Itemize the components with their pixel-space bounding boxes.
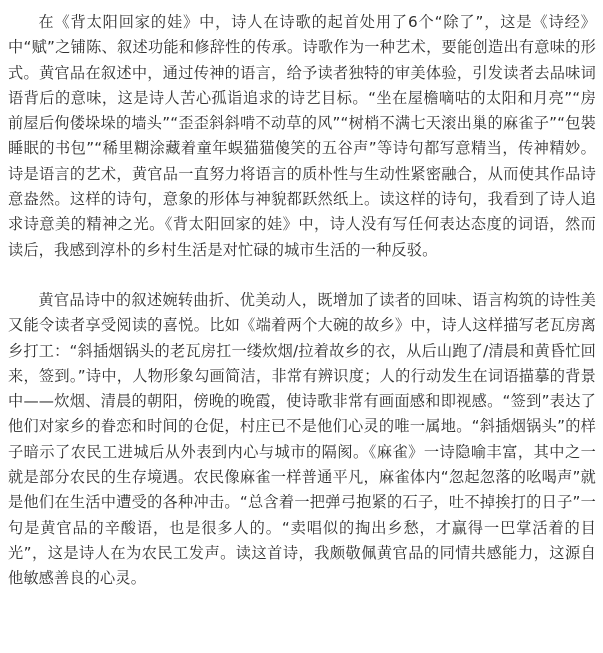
article-paragraph-2: 黄官品诗中的叙述婉转曲折、优美动人，既增加了读者的回味、语言构筑的诗性美又能令读者享受阅读的喜悦。比如《端着两个大碗的故乡》中，诗人这样描写老瓦房离乡打工：“斜插烟锅头的老瓦房扛一缕炊烟/拉着故乡的衣，从后山跑了/清晨和黄昏忙回来，签到。”诗中，人物形象勾画简洁，非常有辨识度；人的行动发生在词语描摹的背景中——炊烟、清晨的朝阳，傍晚的晚霞，使诗歌非常有画面感和即视感。“签到”表达了他们对家乡的眷恋和时间的仓促，村庄已不是他们心灵的唯一属地。“斜插烟锅头”的样子暗示了农民工进城后从外表到内心与城市的隔阂。《麻雀》一诗隐喻丰富，其中之一就是部分农民的生存境遇。农民像麻雀一样普通平凡，麻雀体内“忽起忽落的吆喝声”就是他们在生活中遭受的各种冲击。“总含着一把弹弓抱紧的石子，吐不掉挨打的日子”一句是黄官品的辛酸语，也是很多人的。“卖唱似的掏出乡愁，才赢得一巴掌活着的目光”，这是诗人在为农民工发声。读这首诗，我颇敬佩黄官品的同情共感能力，这源自他敏感善良的心灵。 bbox=[8, 290, 596, 588]
article-paragraph-1: 在《背太阳回家的娃》中，诗人在诗歌的起首处用了6个“除了”，这是《诗经》中“赋”之铺陈、叙述功能和修辞性的传承。诗歌作为一种艺术，要能创造出有意味的形式。黄官品在叙述中，通过传神的语言，给予读者独特的审美体验，引发读者去品味词语背后的意味，这是诗人苦心孤诣追求的诗艺目标。“坐在屋檐嘀咕的太阳和月亮”“房前屋后佝偻垛垛的墙头”“歪歪斜斜啃不动草的风”“树梢不满七天滚出巢的麻雀子”“包裝睡眠的书包”“稀里糊涂藏着童年蜈猫猫傻笑的五谷声”等诗句都写意精当，传神精妙。诗是语言的艺术，黄官品一直努力将语言的质朴性与生动性紧密融合，从而使其作品诗意盎然。这样的诗句，意象的形体与神貌都跃然纸上。读这样的诗句，我看到了诗人追求诗意美的精神之光。《背太阳回家的娃》中，诗人没有写任何表达态度的词语，然而读后，我感到淳朴的乡村生活是对忙碌的城市生活的一种反驳。 bbox=[8, 13, 596, 259]
